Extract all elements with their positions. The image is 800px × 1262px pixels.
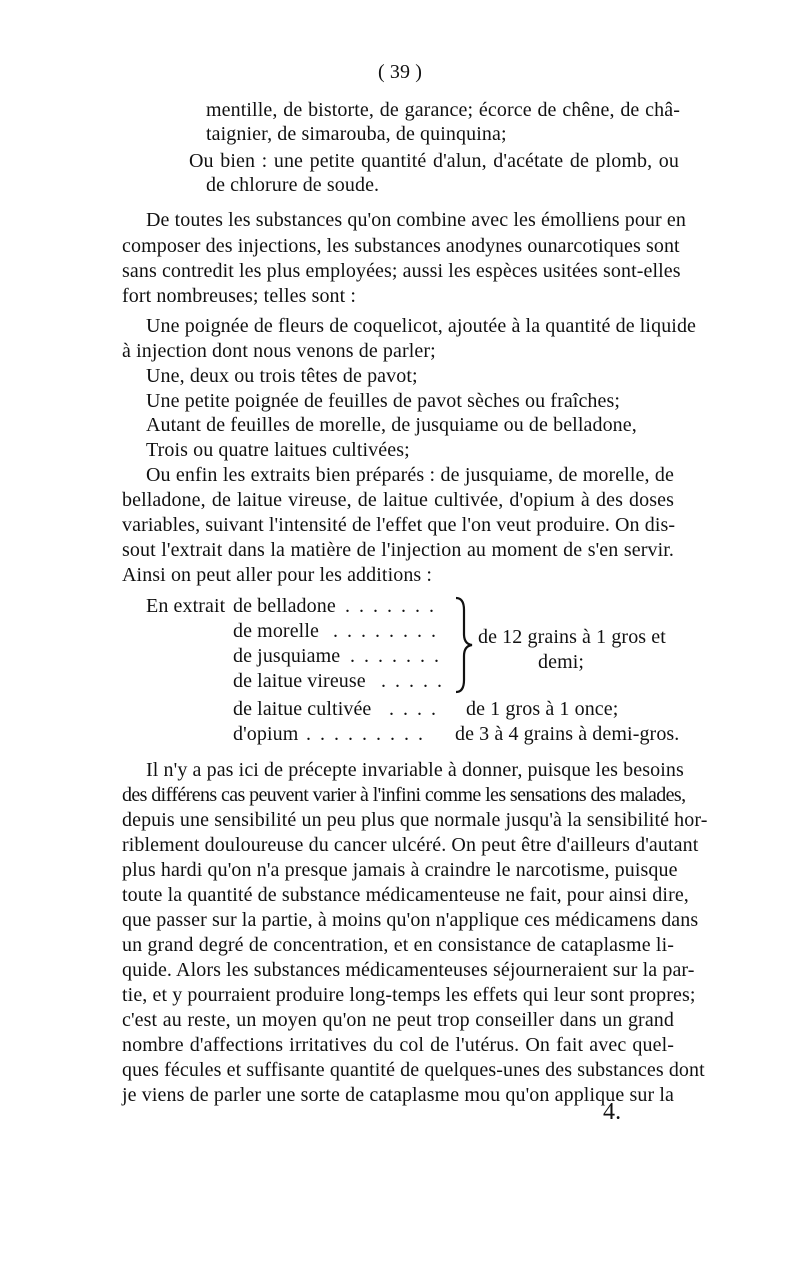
text-line: sans contredit les plus employées; aussi les espèces usitées sont-elles [122,260,681,282]
group-dose: de 12 grains à 1 gros et [478,626,666,648]
list-item: Ainsi on peut aller pour les additions : [122,564,433,586]
signature-mark: 4. [603,1099,622,1125]
text-line: des différens cas peuvent varier à l'infini comme les sensations des malades, [122,784,686,806]
list-item: Une poignée de fleurs de coquelicot, ajoutée à la quantité de liquide [146,315,697,337]
text-line: mentille, de bistorte, de garance; écorce de chêne, de châ- [206,99,680,121]
leader-dots: . . . . [389,698,438,720]
text-line: Ou bien : une petite quantité d'alun, d'acétate de plomb, ou [189,150,679,172]
list-item: Une, deux ou trois têtes de pavot; [146,365,418,387]
curly-brace-icon [452,596,474,694]
list-item: variables, suivant l'intensité de l'effet que l'on veut produire. On dis- [122,514,676,536]
list-item: Trois ou quatre laitues cultivées; [146,439,410,461]
text-line: tie, et y pourraient produire long-temps les effets qui leur sont propres; [122,984,696,1006]
text-line: Il n'y a pas ici de précepte invariable à donner, puisque les besoins [146,759,684,781]
leader-dots: . . . . . . . [345,595,436,617]
dose-laitue-cultivee: de 1 gros à 1 once; [466,698,619,720]
text-line: c'est au reste, un moyen qu'on ne peut trop conseiller dans un grand [122,1009,674,1031]
leader-dots: . . . . . . . [350,645,441,667]
table-lead: En extrait [146,595,226,617]
leader-dots: . . . . . . . . [333,620,438,642]
text-line: quide. Alors les substances médicamenteuses séjourneraient sur la par- [122,959,695,981]
list-item: sout l'extrait dans la matière de l'injection au moment de s'en servir. [122,539,674,561]
text-line: que passer sur la partie, à moins qu'on n'applique ces médicamens dans [122,909,699,931]
extract-name: de laitue vireuse [233,670,366,692]
text-line: taignier, de simarouba, de quinquina; [206,123,507,145]
leader-dots: . . . . . . . . . [306,723,425,745]
leader-dots: . . . . . [381,670,444,692]
text-line: De toutes les substances qu'on combine avec les émolliens pour en [146,209,686,231]
extract-name: de belladone [233,595,336,617]
text-line: nombre d'affections irritatives du col de l'utérus. On fait avec quel- [122,1034,674,1056]
text-line: plus hardi qu'on n'a presque jamais à craindre le narcotisme, puisque [122,859,678,881]
list-item: Ou enfin les extraits bien préparés : de jusquiame, de morelle, de [146,464,674,486]
extract-name: de jusquiame [233,645,341,667]
page-number: ( 39 ) [378,61,422,83]
text-line: je viens de parler une sorte de cataplasme mou qu'on applique sur la [122,1084,674,1106]
text-line: un grand degré de concentration, et en consistance de cataplasme li- [122,934,674,956]
text-line: ques fécules et suffisante quantité de quelques-unes des substances dont [122,1059,705,1081]
group-dose: demi; [538,651,585,673]
list-item: Une petite poignée de feuilles de pavot sèches ou fraîches; [146,390,621,412]
text-line: riblement douloureuse du cancer ulcéré. On peut être d'ailleurs d'autant [122,834,699,856]
extract-name: d'opium [233,723,299,745]
list-item: à injection dont nous venons de parler; [122,340,436,362]
extract-name: de morelle [233,620,319,642]
list-item: Autant de feuilles de morelle, de jusquiame ou de belladone, [146,414,637,436]
dose-opium: de 3 à 4 grains à demi-gros. [455,723,680,745]
text-line: composer des injections, les substances anodynes ounarcotiques sont [122,235,680,257]
extract-name: de laitue cultivée [233,698,372,720]
text-line: fort nombreuses; telles sont : [122,285,357,307]
list-item: belladone, de laitue vireuse, de laitue cultivée, d'opium à des doses [122,489,674,511]
text-line: de chlorure de soude. [206,174,380,196]
text-line: toute la quantité de substance médicamenteuse ne fait, pour ainsi dire, [122,884,689,906]
text-line: depuis une sensibilité un peu plus que normale jusqu'à la sensibilité hor- [122,809,708,831]
